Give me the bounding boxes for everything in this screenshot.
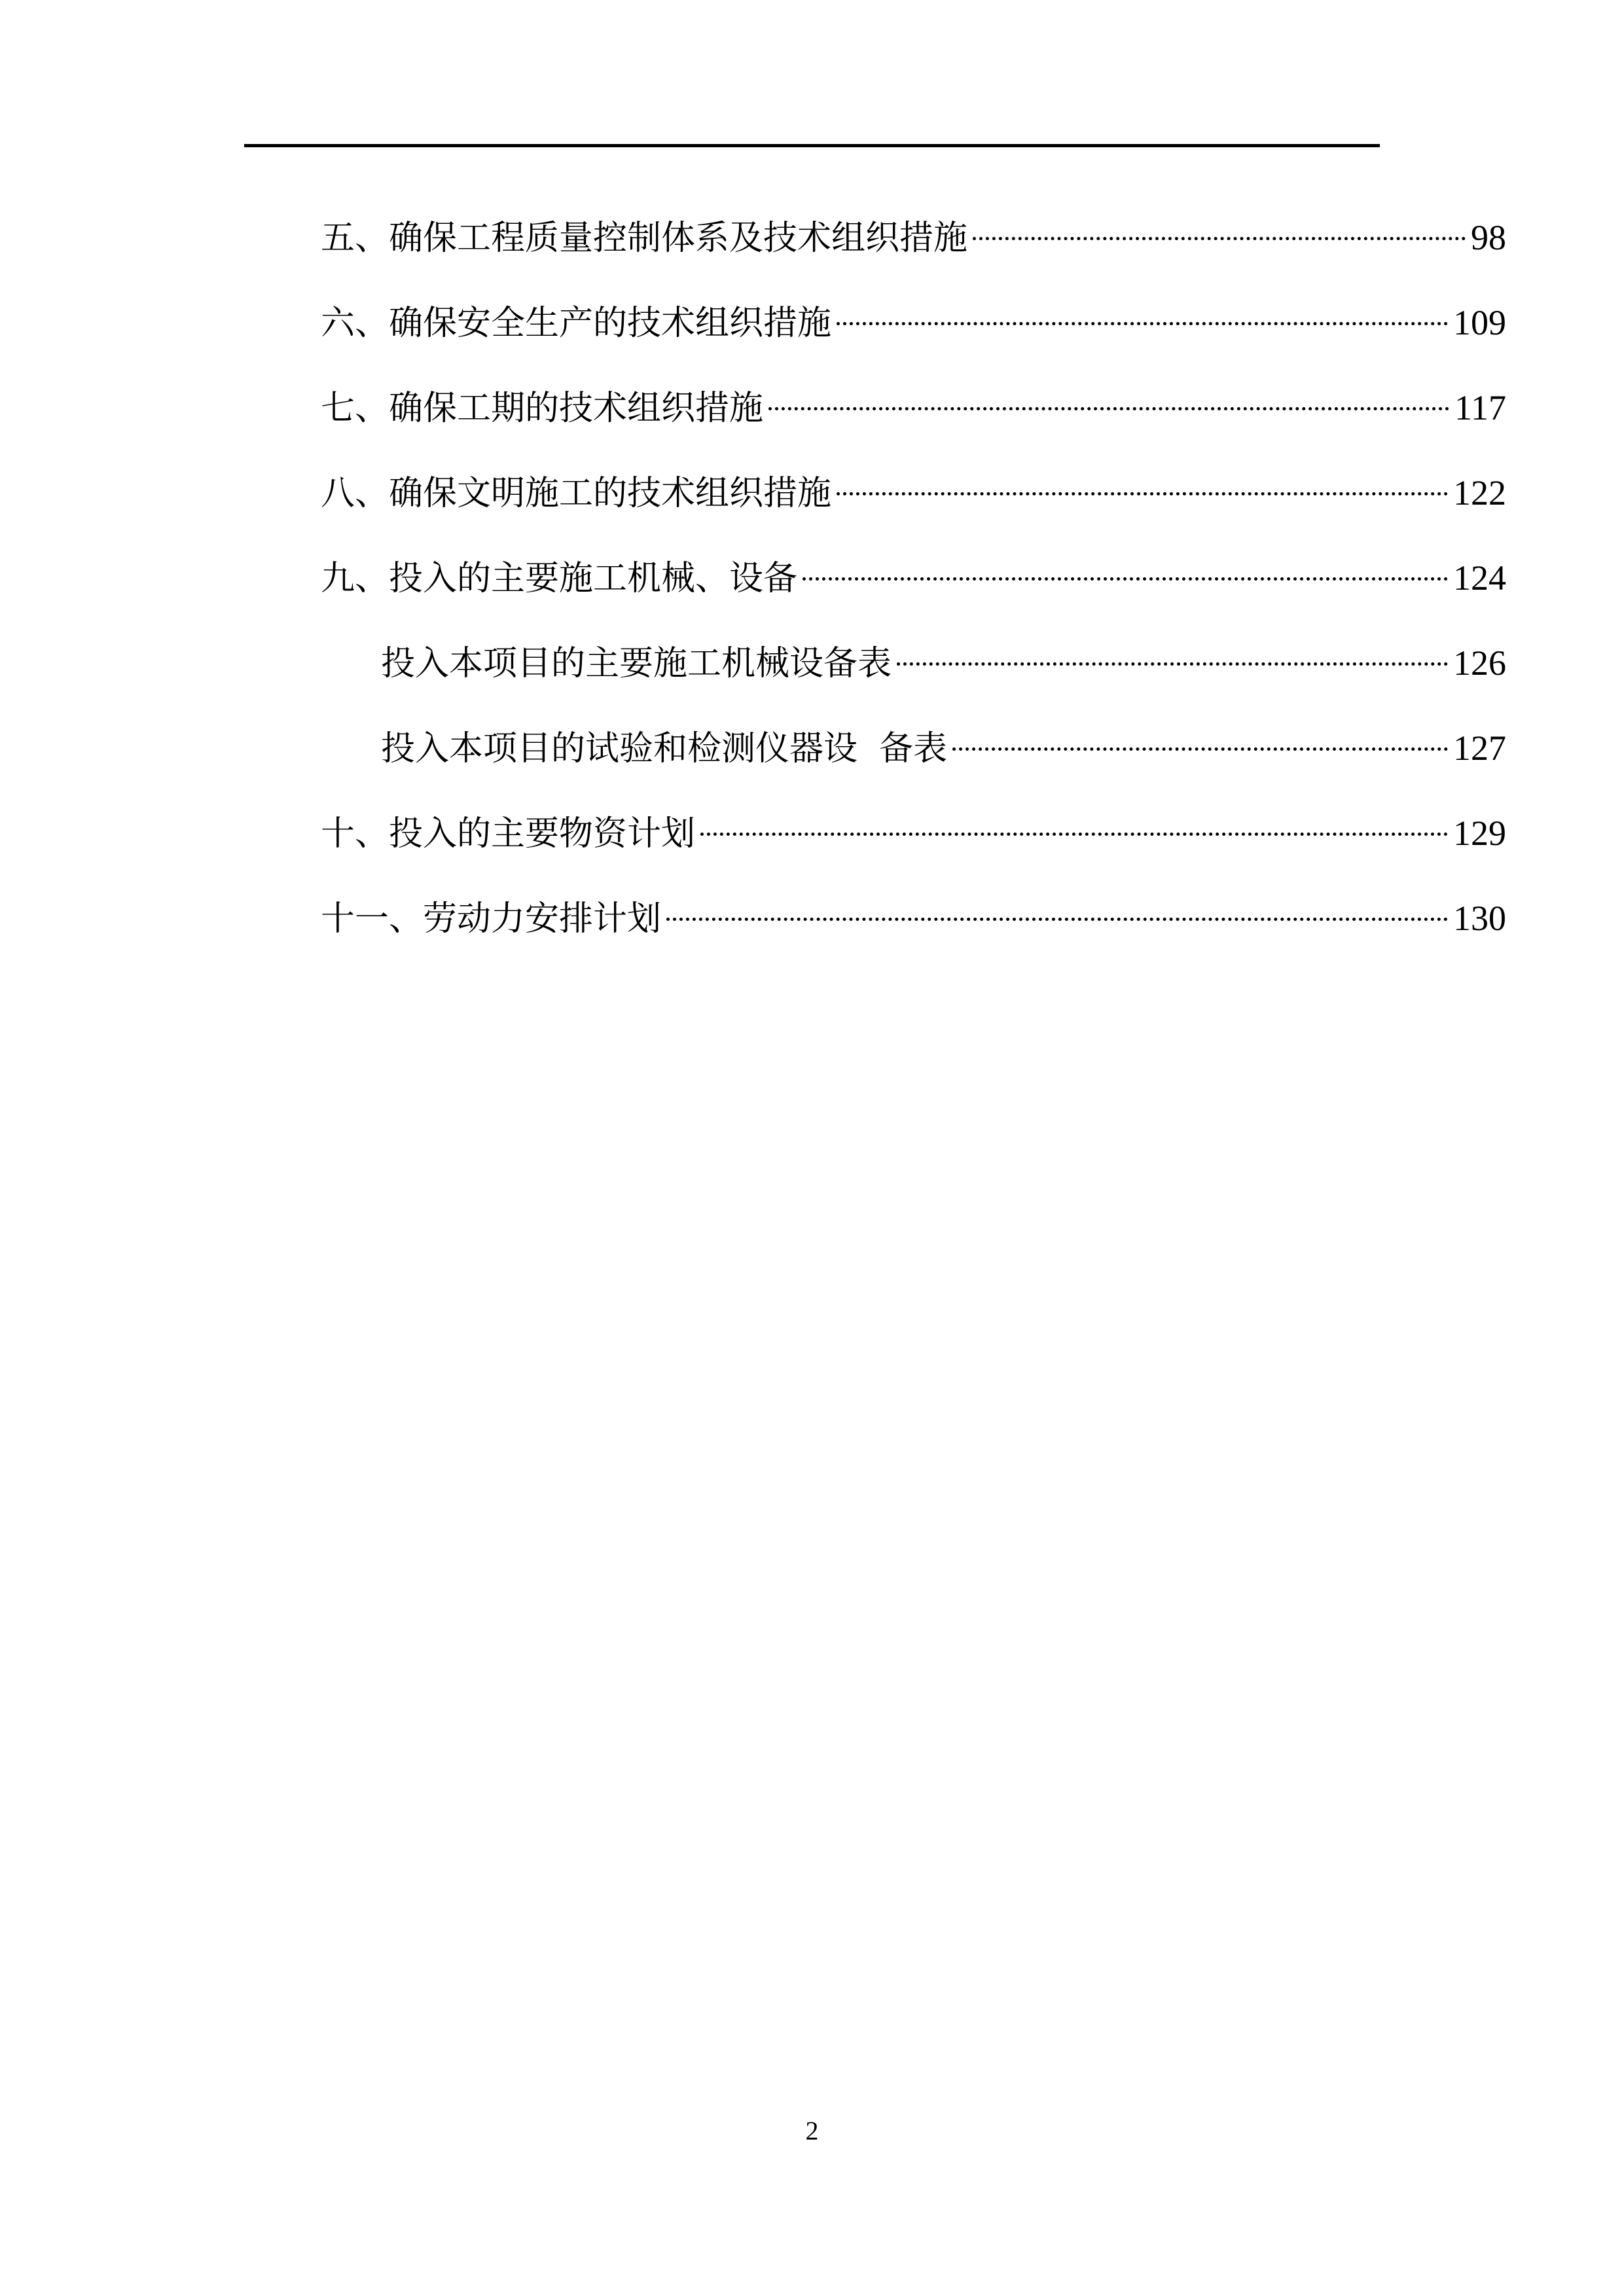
toc-entry-title: 投入本项目的试验和检测仪器设 备表 <box>381 729 948 768</box>
toc-dot-leader <box>952 747 1448 751</box>
toc-entry-title: 八、确保文明施工的技术组织措施 <box>321 474 832 513</box>
toc-entry[interactable] <box>381 722 1506 774</box>
toc-entry[interactable] <box>321 467 1506 519</box>
toc-entry[interactable] <box>321 552 1506 604</box>
toc-entry-page: 98 <box>1471 218 1506 257</box>
page-number: 2 <box>805 2116 819 2145</box>
toc-entry-title: 五、确保工程质量控制体系及技术组织措施 <box>321 219 968 258</box>
toc-entry-page: 109 <box>1453 303 1506 342</box>
toc-entry[interactable] <box>321 382 1506 434</box>
toc-entry-title: 十一、劳动力安排计划 <box>321 899 662 939</box>
toc-dot-leader <box>837 322 1448 325</box>
toc-entry[interactable] <box>381 637 1506 689</box>
toc-dot-leader <box>700 833 1448 836</box>
toc-entry-page: 126 <box>1453 643 1506 683</box>
toc-entry-title: 六、确保安全生产的技术组织措施 <box>321 304 832 343</box>
toc-dot-leader <box>666 918 1448 921</box>
toc-entry-title: 七、确保工期的技术组织措施 <box>321 389 764 428</box>
toc-entry-page: 122 <box>1453 473 1506 512</box>
toc-entry-page: 124 <box>1453 558 1506 598</box>
toc-dot-leader <box>768 407 1449 410</box>
toc-entry-page: 127 <box>1453 728 1506 768</box>
toc-entry-page: 130 <box>1453 899 1506 938</box>
toc-dot-leader <box>803 577 1448 581</box>
toc-entry[interactable] <box>321 211 1506 264</box>
toc-entry-page: 129 <box>1453 814 1506 853</box>
toc-entry[interactable] <box>321 807 1506 859</box>
toc-entry-title: 十、投入的主要物资计划 <box>321 814 696 853</box>
toc-dot-leader <box>837 492 1448 495</box>
toc-entry-title: 投入本项目的主要施工机械设备表 <box>381 644 892 683</box>
toc-entry-title: 九、投入的主要施工机械、设备 <box>321 559 798 598</box>
toc-dot-leader <box>973 237 1466 240</box>
toc-entry[interactable] <box>321 296 1506 349</box>
toc-entry[interactable] <box>321 892 1506 944</box>
toc-entry-page: 117 <box>1454 388 1506 427</box>
toc-dot-leader <box>897 662 1448 666</box>
